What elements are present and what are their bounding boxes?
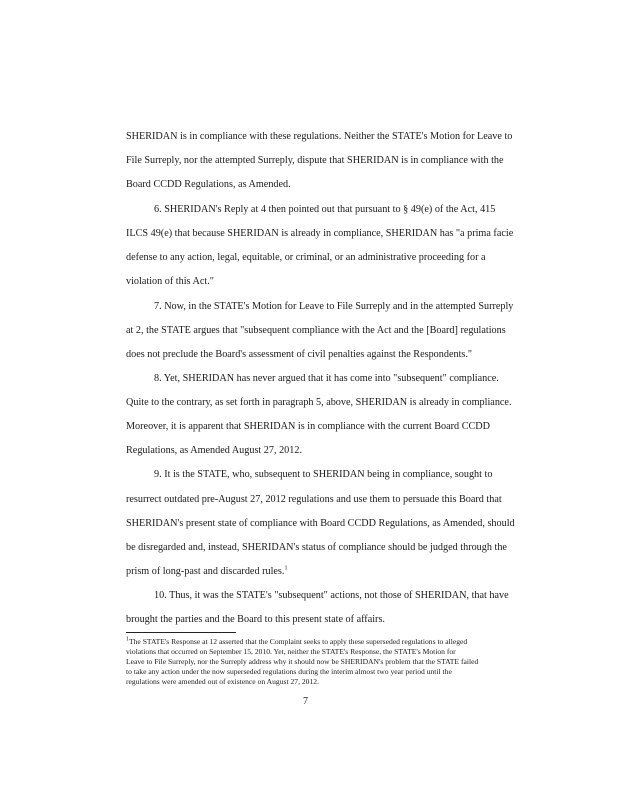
footnote-line-1-text: The STATE's Response at 12 asserted that the Complaint seeks to apply these superseded regulations to alleged (129, 637, 468, 646)
footnote-marker: 1 (126, 636, 129, 643)
footnote-ref: 1 (284, 565, 288, 572)
paragraph-9-line-3: SHERIDAN's present state of compliance with Board CCDD Regulations, as Amended, should (126, 518, 515, 529)
paragraph-10-line-1: 10. Thus, it was the STATE's "subsequent" actions, not those of SHERIDAN, that have (154, 590, 509, 601)
paragraph-10-line-2: brought the parties and the Board to this present state of affairs. (126, 614, 385, 625)
paragraph-6-line-4: violation of this Act." (126, 276, 214, 287)
paragraph-7-line-2: at 2, the STATE argues that "subsequent compliance with the Act and the [Board] regulations (126, 325, 506, 336)
paragraph-8-line-1: 8. Yet, SHERIDAN has never argued that it has come into "subsequent" compliance. (154, 373, 499, 384)
footnote-line-3: Leave to File Surreply, nor the Surreply address why it should now be SHERIDAN's problem that the STATE failed (126, 657, 479, 666)
paragraph-7-line-1: 7. Now, in the STATE's Motion for Leave to File Surreply and in the attempted Surreply (154, 301, 514, 312)
body-line-3: Board CCDD Regulations, as Amended. (126, 179, 291, 190)
paragraph-9-line-2: resurrect outdated pre-August 27, 2012 regulations and use them to persuade this Board that (126, 494, 502, 505)
footnote-line-5: regulations were amended out of existence on August 27, 2012. (126, 677, 319, 686)
paragraph-9-line-5-text: prism of long-past and discarded rules. (126, 566, 285, 577)
paragraph-6-line-3: defense to any action, legal, equitable, or criminal, or an administrative proceeding for a (126, 252, 486, 263)
paragraph-7-line-3: does not preclude the Board's assessment of civil penalties against the Respondents." (126, 349, 473, 360)
footnote-line-1 (126, 637, 467, 646)
body-line-1: SHERIDAN is in compliance with these regulations. Neither the STATE's Motion for Leave to (126, 131, 513, 142)
paragraph-9-line-1: 9. It is the STATE, who, subsequent to SHERIDAN being in compliance, sought to (154, 469, 493, 480)
footnote-line-4: to take any action under the now superseded regulations during the interim almost two year period until the (126, 667, 452, 676)
paragraph-8-line-2: Quite to the contrary, as set forth in paragraph 5, above, SHERIDAN is already in compliance. (126, 397, 512, 408)
paragraph-9-line-4: be disregarded and, instead, SHERIDAN's status of compliance should be judged through the (126, 542, 507, 553)
body-line-2: File Surreply, nor the attempted Surreply, dispute that SHERIDAN is in compliance with the (126, 155, 504, 166)
paragraph-6-line-2: ILCS 49(e) that because SHERIDAN is already in compliance, SHERIDAN has "a prima facie (126, 228, 514, 239)
paragraph-8-line-3: Moreover, it is apparent that SHERIDAN is in compliance with the current Board CCDD (126, 421, 490, 432)
paragraph-9-line-5 (126, 566, 287, 578)
footnote-line-2: violations that occurred on September 15, 2010. Yet, neither the STATE's Response, the STATE's Motion for (126, 647, 456, 656)
footnote-separator (126, 632, 236, 633)
paragraph-6-line-1: 6. SHERIDAN's Reply at 4 then pointed out that pursuant to § 49(e) of the Act, 415 (154, 204, 496, 215)
paragraph-8-line-4: Regulations, as Amended August 27, 2012. (126, 445, 303, 456)
page-number: 7 (303, 696, 308, 707)
